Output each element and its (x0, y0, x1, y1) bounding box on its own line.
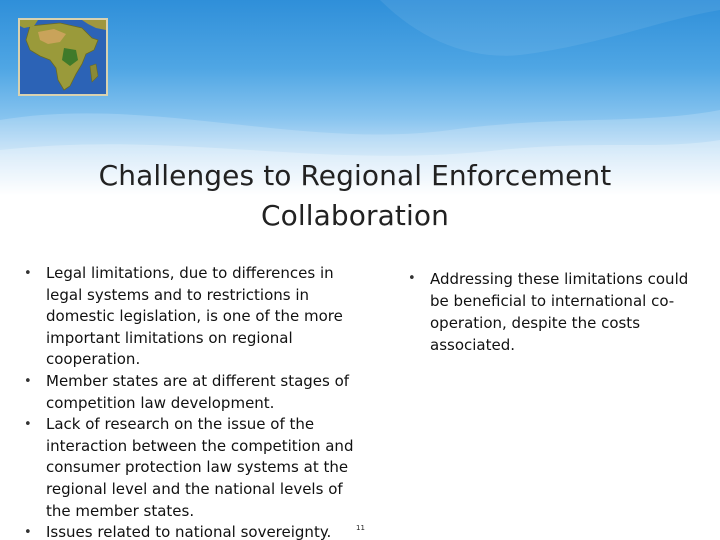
list-item (406, 268, 696, 356)
bullet-text: Legal limitations, due to differences in legal systems and to restrictions in domestic legislation, is one of the more important limitations on regional cooperation. (46, 264, 343, 369)
bullet-marker: • (24, 525, 32, 540)
list-item (22, 522, 372, 540)
bullet-text: Issues related to national sovereignty. (46, 523, 332, 540)
bullet-text: Lack of research on the issue of the interaction between the competition and consumer protection law systems at the regional level and the national levels of the member states. (46, 415, 354, 520)
bullet-marker: • (24, 266, 32, 281)
list-item (22, 371, 372, 414)
list-item (22, 414, 372, 522)
bullet-text: Addressing these limitations could be beneficial to international co-operation, despite the costs associated. (430, 270, 689, 354)
list-item (22, 263, 372, 371)
bullet-text: Member states are at different stages of competition law development. (46, 371, 350, 412)
africa-map-icon (18, 18, 108, 96)
bullet-marker: • (24, 373, 32, 389)
bullet-marker: • (24, 417, 32, 433)
bullet-marker: • (408, 271, 416, 286)
right-bullet-list (406, 268, 696, 356)
africa-map-graphic (20, 20, 106, 94)
left-bullet-list (22, 263, 372, 540)
page-number: 11 (356, 524, 365, 532)
slide-title: Challenges to Regional Enforcement Collaboration (98, 159, 612, 232)
